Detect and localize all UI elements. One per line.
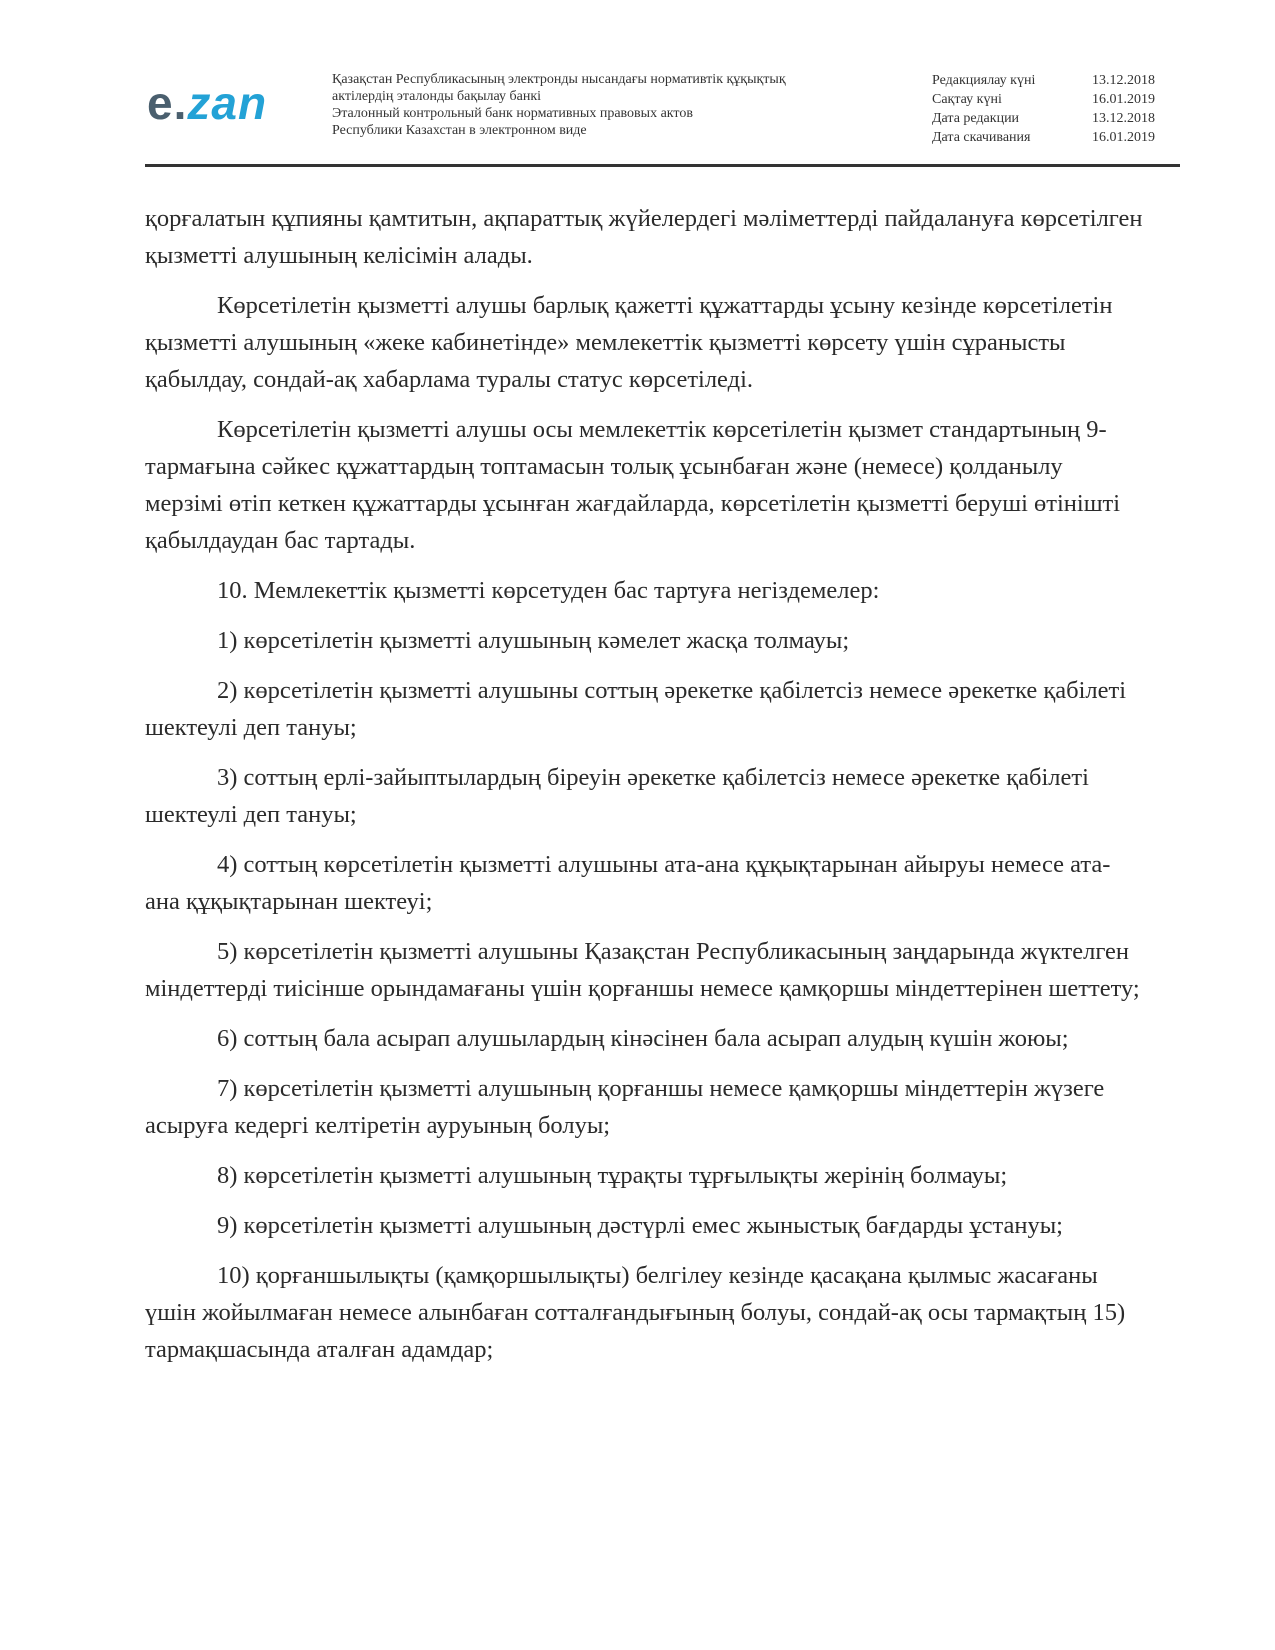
list-item: 2) көрсетілетін қызметті алушыны соттың әрекетке қабілетсіз немесе әрекетке қабілеті шектеулі деп тануы; — [145, 677, 1127, 741]
meta-value: 13.12.2018 — [1092, 73, 1155, 88]
list-item: 6) соттың бала асырап алушылардың кінәсінен бала асырап алудың күшін жоюы; — [217, 1025, 1069, 1052]
list-item: 3) соттың ерлі-зайыптылардың біреуін әрекетке қабілетсіз немесе әрекетке қабілеті шектеулі деп тануы; — [145, 764, 1089, 828]
body-paragraph: қорғалатын құпияны қамтитын, ақпараттық жүйелердегі мәліметтерді пайдалануға көрсетілген қызметті алушының келісімін алады. — [145, 205, 1143, 269]
header-description-line: актілердің эталонды бақылау банкі — [332, 89, 542, 104]
document-body — [145, 200, 1145, 1381]
meta-row — [932, 71, 1155, 90]
list-item: 5) көрсетілетін қызметті алушыны Қазақстан Республикасының заңдарында жүктелген міндеттерді тиісінше орындамағаны үшін қорғаншы немесе қамқоршы міндеттерінен шеттету; — [145, 938, 1140, 1002]
logo-zan: zan — [187, 77, 268, 129]
meta-value: 13.12.2018 — [1092, 111, 1155, 126]
list-item: 10) қорғаншылықты (қамқоршылықты) белгілеу кезінде қасақана қылмыс жасағаны үшін жойылмаған немесе алынбаған сотталғандығының болуы, сондай-ақ осы тармақтың 15) тармақшасында аталған адамдар; — [145, 1262, 1126, 1363]
list-item: 4) соттың көрсетілетін қызметті алушыны ата-ана құқықтарынан айыруы немесе ата-ана құқықтарынан шектеуі; — [145, 851, 1111, 915]
header-meta-table — [932, 71, 1155, 147]
body-paragraph: 10. Мемлекеттік қызметті көрсетуден бас тартуға негіздемелер: — [217, 577, 880, 604]
logo-e: e — [147, 77, 174, 129]
list-item: 7) көрсетілетін қызметті алушының қорғаншы немесе қамқоршы міндеттерін жүзеге асыруға кедергі келтіретін ауруының болуы; — [145, 1075, 1105, 1139]
body-paragraph: Көрсетілетін қызметті алушы барлық қажетті құжаттарды ұсыну кезінде көрсетілетін қызметті алушының «жеке кабинетінде» мемлекеттік қызметті көрсету үшін сұранысты қабылдау, сондай-ақ хабарлама туралы статус көрсетіледі. — [145, 292, 1113, 393]
document-header — [145, 66, 1177, 166]
list-item: 9) көрсетілетін қызметті алушының дәстүрлі емес жыныстық бағдарды ұстануы; — [217, 1212, 1063, 1239]
list-item: 1) көрсетілетін қызметті алушының кәмелет жасқа толмауы; — [217, 627, 850, 654]
header-description-line: Республики Казахстан в электронном виде — [332, 123, 587, 138]
ezan-logo — [147, 77, 268, 129]
meta-label: Сақтау күні — [932, 92, 1002, 107]
meta-label: Дата редакции — [932, 111, 1020, 126]
meta-row — [932, 90, 1155, 109]
body-paragraph: Көрсетілетін қызметті алушы осы мемлекеттік көрсетілетін қызмет стандартының 9-тармағына сәйкес құжаттардың топтамасын толық ұсынбаған және (немесе) қолданылу мерзімі өтіп кеткен құжаттарды ұсынған жағдайларда, көрсетілетін қызметті беруші өтінішті қабылдаудан бас тартады. — [145, 416, 1121, 554]
logo-dot: . — [173, 77, 188, 129]
meta-label: Редакциялау күні — [932, 73, 1036, 88]
meta-label: Дата скачивания — [932, 130, 1031, 145]
meta-row — [932, 109, 1155, 128]
meta-value: 16.01.2019 — [1092, 92, 1155, 107]
header-divider — [145, 164, 1180, 167]
meta-value: 16.01.2019 — [1092, 130, 1155, 145]
meta-row — [932, 128, 1155, 147]
header-description — [332, 71, 892, 139]
header-description-line: Эталонный контрольный банк нормативных правовых актов — [332, 106, 693, 121]
header-description-line: Қазақстан Республикасының электронды нысандағы нормативтік құқықтық — [332, 72, 786, 87]
list-item: 8) көрсетілетін қызметті алушының тұрақты тұрғылықты жерінің болмауы; — [217, 1162, 1008, 1189]
